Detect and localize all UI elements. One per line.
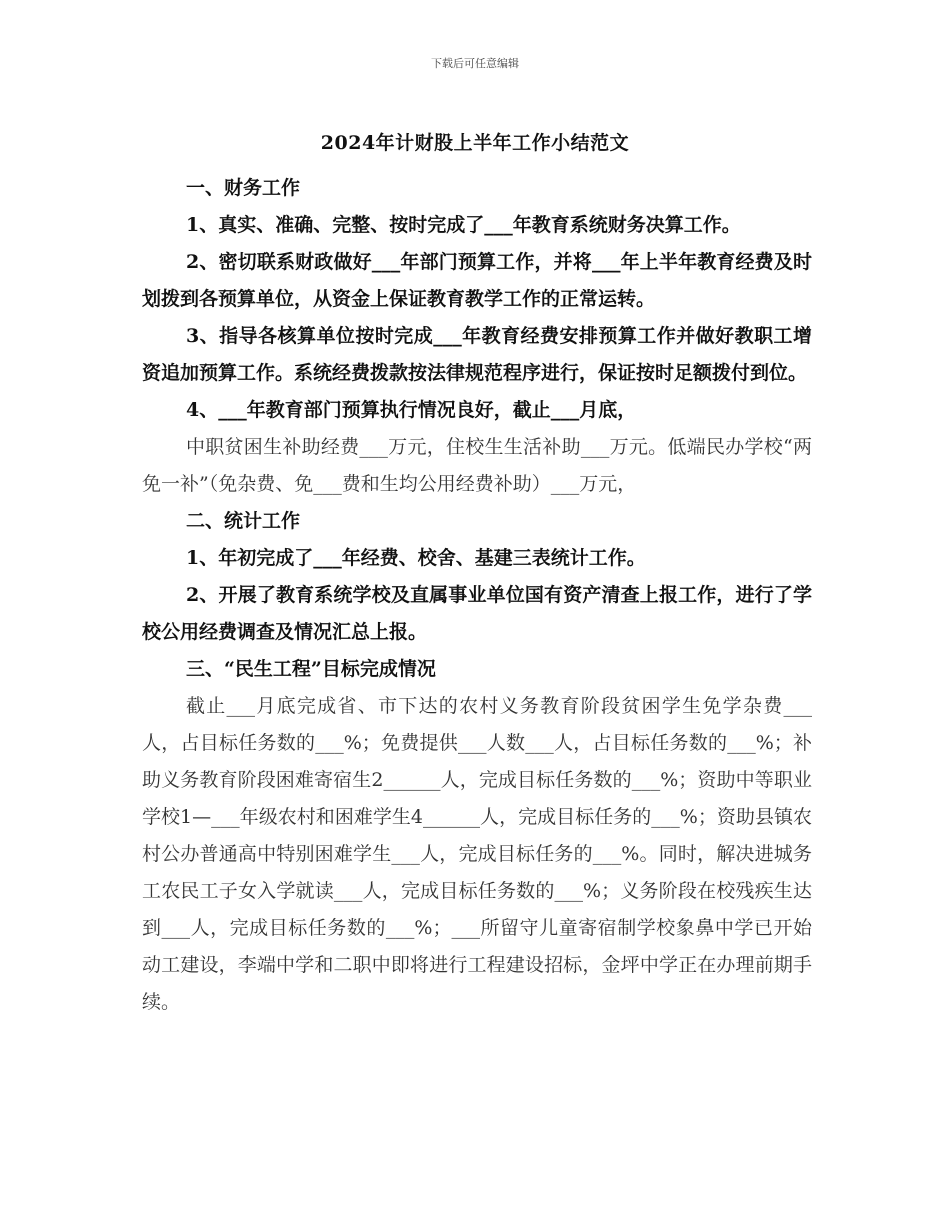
section-heading-finance: 一、财务工作	[186, 177, 301, 199]
paragraph-statistics-1: 1、年初完成了___年经费、校舍、基建三表统计工作。	[186, 547, 646, 569]
paragraph-finance-3: 3、指导各核算单位按时完成___年教育经费安排预算工作并做好教职工增资追加预算工作。系统经费拨款按法律规范程序进行，保证按时足额拨付到位。	[142, 325, 812, 384]
paragraph-livelihood: 截止___月底完成省、市下达的农村义务教育阶段贫困学生免学杂费___人，占目标任务数的___%；免费提供___人数___人，占目标任务数的___%；补助义务教育阶段困难寄宿生2______人，完成目标任务数的___%；资助中等职业学校1—___年级农村和困难学生4______人，完成目标任务的___%；资助县镇农村公办普通高中特别困难学生___人，完成目标任务的___%。同时，解决进城务工农民工子女入学就读___人，完成目标任务数的___%；义务阶段在校残疾生达到___人，完成目标任务数的___%；___所留守儿童寄宿制学校象鼻中学已开始动工建设，李端中学和二职中即将进行工程建设招标，金坪中学正在办理前期手续。	[142, 695, 812, 1013]
section-heading-livelihood: 三、“民生工程”目标完成情况	[186, 658, 436, 680]
section-heading-statistics: 二、统计工作	[186, 510, 301, 532]
paragraph-finance-4: 4、___年教育部门预算执行情况良好，截止___月底，	[186, 399, 637, 421]
paragraph-statistics-2: 2、开展了教育系统学校及直属事业单位国有资产清查上报工作，进行了学校公用经费调查及情况汇总上报。	[142, 584, 812, 643]
paragraph-finance-1: 1、真实、准确、完整、按时完成了___年教育系统财务决算工作。	[186, 214, 741, 236]
paragraph-finance-2: 2、密切联系财政做好___年部门预算工作，并将___年上半年教育经费及时划拨到各预算单位，从资金上保证教育教学工作的正常运转。	[142, 251, 812, 310]
page-header: 下载后可任意编辑	[431, 57, 519, 70]
document-title: 2024年计财股上半年工作小结范文	[320, 132, 630, 154]
paragraph-finance-subsidies: 中职贫困生补助经费___万元，住校生生活补助___万元。低端民办学校“两免一补”（免杂费、免___费和生均公用经费补助）___万元，	[142, 436, 812, 495]
document-body	[142, 170, 812, 1021]
